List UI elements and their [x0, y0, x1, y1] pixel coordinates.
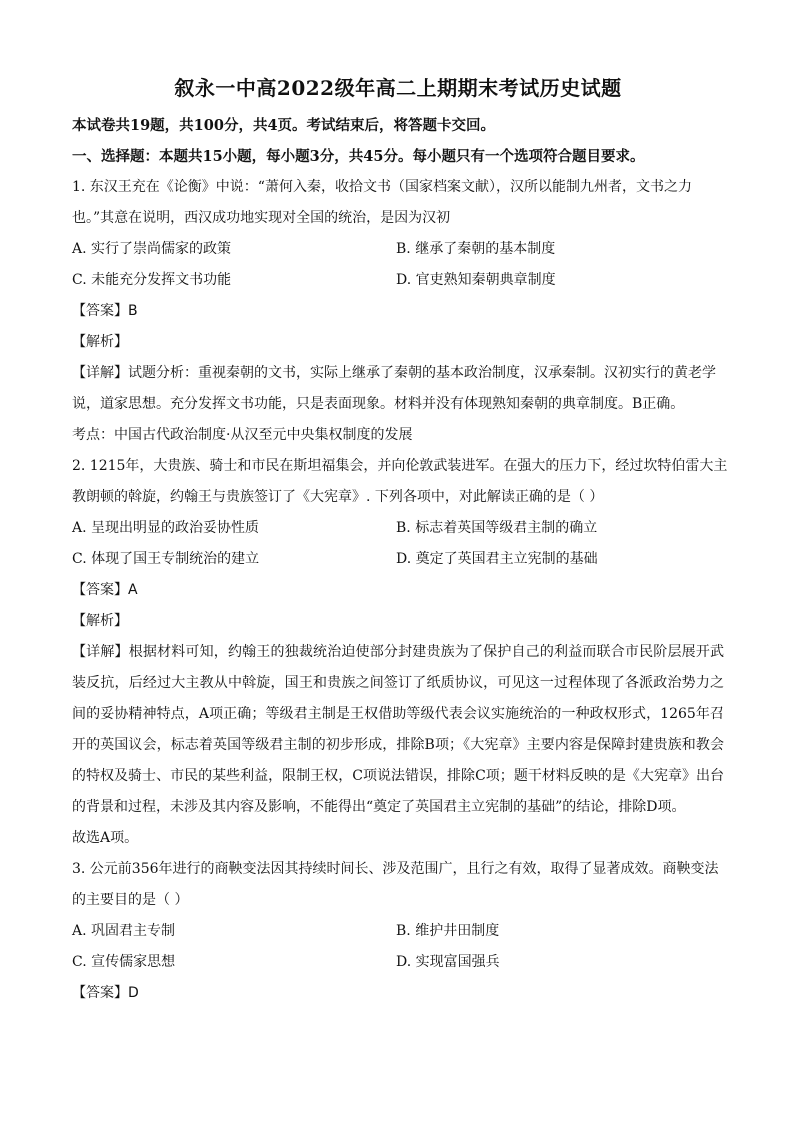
option-b: B. 维护井田制度 [396, 923, 500, 939]
option-list [72, 513, 724, 575]
option-d: D. 实现富国强兵 [396, 954, 500, 970]
answer-label: 【答案】B [72, 303, 138, 319]
question-1 [72, 172, 724, 451]
option-list [72, 234, 724, 296]
detail-text: 【详解】根据材料可知，约翰王的独裁统治迫使部分封建贵族为了保护自己的利益而联合市民阶层展开武装反抗，后经过大主教从中斡旋，国王和贵族之间签订了纸质协议，可见这一过程体现了各派政治势力之间的妥协精神特点，A项正确；等级君主制是王权借助等级代表会议实施统治的一种政权形式，1265年召开的英国议会，标志着英国等级君主制的初步形成，排除B项；《大宪章》主要内容是保障封建贵族和教会的特权及骑士、市民的某些利益，限制王权，C项说法错误，排除C项；题干材料反映的是《大宪章》出台的背景和过程，未涉及其内容及影响，不能得出“奠定了英国君主立宪制的基础”的结论，排除D项。 [72, 644, 724, 815]
question-stem: 1. 东汉王充在《论衡》中说：“萧何入秦，收拾文书（国家档案文献），汉所以能制九州者，文书之力 [72, 179, 692, 195]
section-heading: 一、选择题：本题共15小题，每小题3分，共45分。每小题只有一个选项符合题目要求。 [72, 148, 645, 165]
option-c: C. 未能充分发挥文书功能 [72, 272, 232, 288]
option-a: A. 巩固君主专制 [72, 923, 176, 939]
conclusion-text: 故选A项。 [72, 830, 139, 846]
answer-label: 【答案】A [72, 582, 138, 598]
option-list [72, 916, 724, 978]
detail-text: 说，道家思想。充分发挥文书功能，只是表面现象。材料并没有体现熟知秦朝的典章制度。B正确。 [72, 396, 685, 412]
question-stem: 3. 公元前356年进行的商鞅变法因其持续时间长、涉及范围广，且行之有效，取得了显著成效。商鞅变法 [72, 861, 719, 877]
option-c: C. 宣传儒家思想 [72, 954, 176, 970]
option-b: B. 继承了秦朝的基本制度 [396, 241, 556, 257]
question-stem: 也。”其意在说明，西汉成功地实现对全国的统治，是因为汉初 [72, 210, 451, 226]
page-title: 叙永一中高2022级年高二上期期末考试历史试题 [174, 76, 622, 100]
detail-text: 【详解】试题分析：重视秦朝的文书，实际上继承了秦朝的基本政治制度，汉承秦制。汉初实行的黄老学 [72, 365, 716, 381]
analysis-label: 【解析】 [72, 613, 128, 629]
question-stem: 2. 1215年，大贵族、骑士和市民在斯坦福集会，并向伦敦武装进军。在强大的压力下，经过坎特伯雷大主 [72, 458, 728, 474]
analysis-label: 【解析】 [72, 334, 128, 350]
knowledge-point: 考点：中国古代政治制度·从汉至元中央集权制度的发展 [72, 427, 413, 443]
option-a: A. 呈现出明显的政治妥协性质 [72, 520, 260, 536]
question-stem: 教朗顿的斡旋，约翰王与贵族签订了《大宪章》. 下列各项中，对此解读正确的是（ ） [72, 489, 604, 505]
option-b: B. 标志着英国等级君主制的确立 [396, 520, 598, 536]
option-a: A. 实行了崇尚儒家的政策 [72, 241, 232, 257]
option-d: D. 奠定了英国君主立宪制的基础 [396, 551, 598, 567]
question-stem: 的主要目的是（ ） [72, 892, 189, 908]
option-c: C. 体现了国王专制统治的建立 [72, 551, 260, 567]
answer-label: 【答案】D [72, 985, 139, 1001]
question-2 [72, 451, 728, 854]
exam-intro: 本试卷共19题，共100分，共4页。考试结束后，将答题卡交回。 [72, 117, 496, 134]
question-3 [72, 854, 724, 1009]
option-d: D. 官吏熟知秦朝典章制度 [396, 272, 556, 288]
